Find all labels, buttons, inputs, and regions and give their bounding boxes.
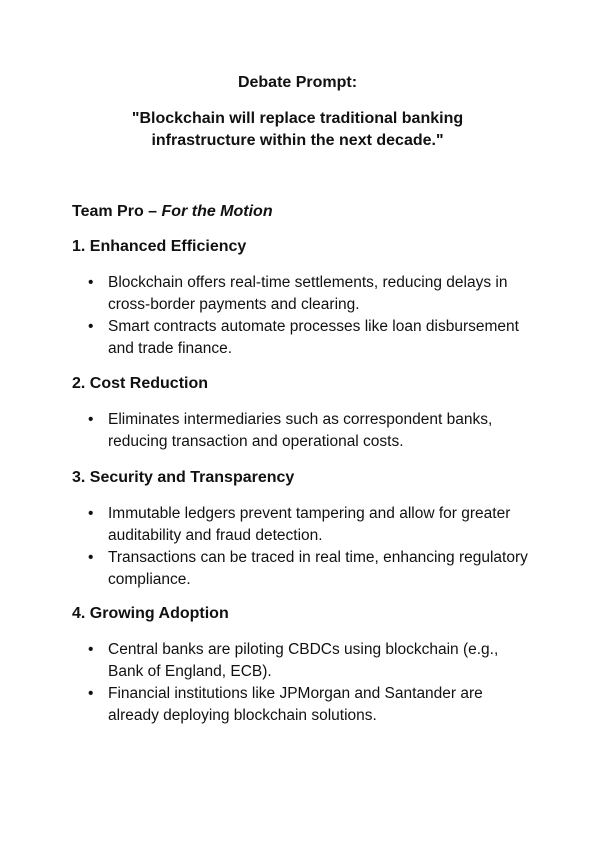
bullet-icon: • — [88, 685, 94, 702]
argument-section-cost — [72, 373, 532, 453]
bullet-item — [72, 409, 532, 453]
bullet-item — [72, 639, 532, 683]
bullet-item — [72, 272, 532, 316]
bullet-text: Financial institutions like JPMorgan and Santander are already deploying blockchain solutions. — [108, 685, 483, 724]
bullet-icon: • — [88, 411, 94, 428]
prompt-heading: Debate Prompt: — [237, 74, 358, 91]
bullet-item — [72, 503, 532, 547]
bullet-text: Blockchain offers real-time settlements, reducing delays in cross-border payments and clearing. — [108, 274, 508, 313]
bullet-list — [72, 272, 532, 360]
argument-section-efficiency — [72, 236, 532, 360]
bullet-item — [72, 547, 532, 591]
bullet-icon: • — [88, 274, 94, 291]
bullet-icon: • — [88, 549, 94, 566]
argument-section-security — [72, 467, 532, 591]
team-label — [72, 201, 273, 223]
team-stance: For the Motion — [161, 203, 273, 220]
bullet-list — [72, 503, 532, 591]
bullet-item — [72, 316, 532, 360]
bullet-icon: • — [88, 318, 94, 335]
argument-section-adoption — [72, 603, 532, 727]
section-title: 1. Enhanced Efficiency — [72, 238, 247, 255]
bullet-list — [72, 639, 532, 727]
bullet-text: Smart contracts automate processes like loan disbursement and trade finance. — [108, 318, 519, 357]
debate-motion: "Blockchain will replace traditional banking infrastructure within the next decade." — [131, 110, 464, 149]
bullet-text: Immutable ledgers prevent tampering and allow for greater auditability and fraud detection. — [108, 505, 511, 544]
bullet-icon: • — [88, 641, 94, 658]
bullet-text: Transactions can be traced in real time, enhancing regulatory compliance. — [108, 549, 528, 588]
section-title: 2. Cost Reduction — [72, 375, 209, 392]
bullet-text: Central banks are piloting CBDCs using blockchain (e.g., Bank of England, ECB). — [108, 641, 499, 680]
section-title: 4. Growing Adoption — [72, 605, 229, 622]
team-name: Team Pro – — [72, 203, 162, 220]
bullet-icon: • — [88, 505, 94, 522]
bullet-list — [72, 409, 532, 453]
section-title: 3. Security and Transparency — [72, 469, 295, 486]
bullet-text: Eliminates intermediaries such as correspondent banks, reducing transaction and operational costs. — [108, 411, 493, 450]
bullet-item — [72, 683, 532, 727]
